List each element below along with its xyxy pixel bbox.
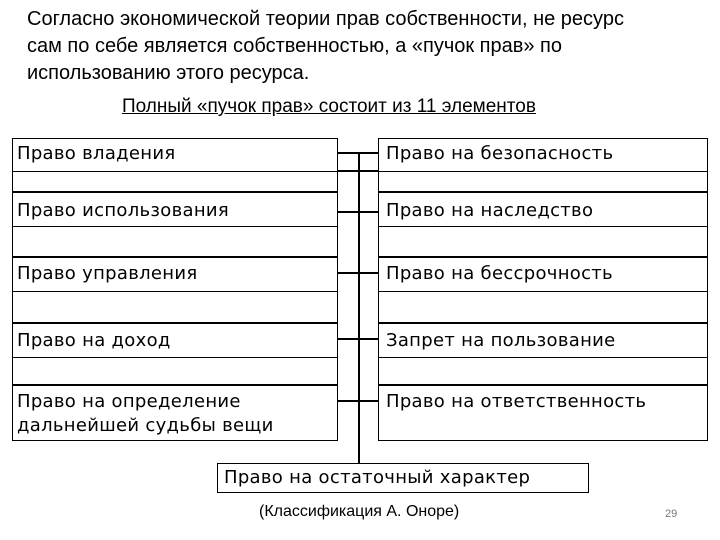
right-right-label: Право на безопасность [386, 143, 614, 164]
right-right-label: Запрет на пользование [386, 330, 616, 351]
box-divider [379, 171, 707, 172]
box-divider [379, 226, 707, 227]
intro-line-1: Согласно экономической теории прав собственности, не ресурс [27, 8, 624, 30]
final-right-box [217, 463, 589, 493]
left-right-box-1 [12, 138, 338, 192]
intro-line-3: использованию этого ресурса. [27, 62, 310, 84]
left-right-box-3 [12, 257, 338, 323]
right-right-box-3 [378, 257, 708, 323]
subtitle-text: Полный «пучок прав» состоит из 11 элементов [122, 96, 536, 117]
connector-spine [358, 152, 360, 464]
left-right-label: Право на определение дальнейшей судьбы вещи [17, 391, 274, 436]
box-divider [13, 171, 337, 172]
right-right-box-2 [378, 192, 708, 257]
left-right-label: Право на доход [17, 330, 171, 351]
left-right-label: Право использования [17, 200, 230, 221]
left-right-label: Право управления [17, 263, 198, 284]
box-divider [13, 291, 337, 292]
right-right-label: Право на наследство [386, 200, 594, 221]
connector-tick-3 [338, 272, 378, 274]
connector-tick-1b [338, 170, 378, 172]
box-divider [13, 226, 337, 227]
right-right-box-4 [378, 323, 708, 385]
left-right-box-4 [12, 323, 338, 385]
connector-tick-2 [338, 211, 378, 213]
intro-line-2: сам по себе является собственностью, а «пучок прав» по [27, 35, 563, 57]
left-right-box-2 [12, 192, 338, 257]
left-right-label: Право владения [17, 143, 176, 164]
right-right-box-5 [378, 385, 708, 441]
intro-text [20, 6, 720, 87]
box-divider [13, 357, 337, 358]
left-right-box-5 [12, 385, 338, 441]
connector-tick-5 [338, 400, 378, 402]
connector-tick-4 [338, 338, 378, 340]
right-right-label: Право на бессрочность [386, 263, 613, 284]
connector-tick-1 [338, 152, 378, 154]
box-divider [379, 357, 707, 358]
right-right-label: Право на ответственность [386, 391, 647, 412]
box-divider [379, 291, 707, 292]
final-right-label: Право на остаточный характер [224, 467, 531, 488]
classification-caption: (Классификация А. Оноре) [259, 503, 460, 520]
page-number: 29 [665, 508, 678, 520]
right-right-box-1 [378, 138, 708, 192]
